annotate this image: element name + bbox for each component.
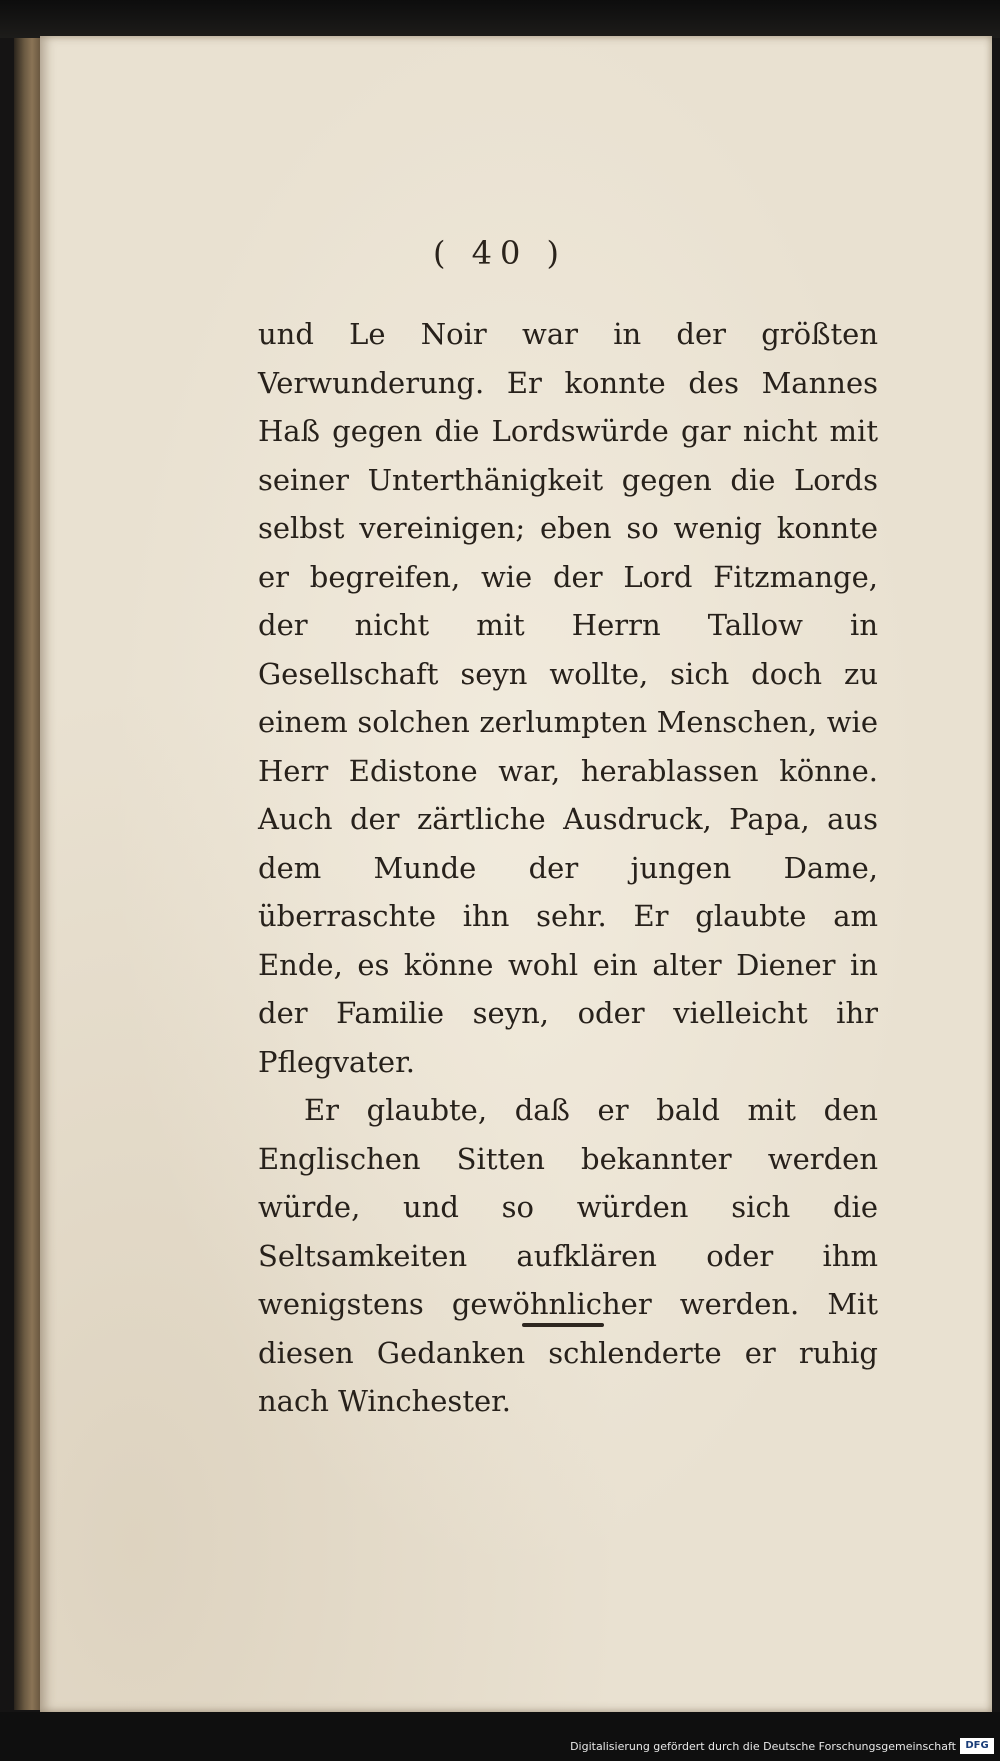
paragraph-2: Er glaubte, daß er bald mit den Englischen Sitten bekannter werden würde, und so würden sich die Seltsamkeiten aufklären oder ihm wenigstens gewöhnlicher werden. Mit diesen Gedanken schlenderte er ruhig nach Winchester. [258, 1093, 878, 1418]
dfg-logo: DFG [960, 1738, 994, 1754]
page-number: ( 40 ) [432, 234, 568, 272]
digitization-credit: Digitalisierung gefördert durch die Deutsche Forschungsgemeinschaft [570, 1740, 956, 1753]
paragraph-1: und Le Noir war in der größten Verwunderung. Er konnte des Mannes Haß gegen die Lordswürde gar nicht mit seiner Unterthänigkeit gegen die Lords selbst vereinigen; eben so wenig konnte er begreifen, wie der Lord Fitzmange, der nicht mit Herrn Tallow in Gesellschaft seyn wollte, sich doch zu einem solchen zerlumpten Menschen, wie Herr Edistone war, herablassen könne. Auch der zärtliche Ausdruck, Papa, aus dem Munde der jungen Dame, überraschte ihn sehr. Er glaubte am Ende, es könne wohl ein alter Diener in der Familie seyn, oder vielleicht ihr Pflegvater. [258, 317, 878, 1079]
chapter-end-rule [522, 1323, 604, 1327]
scanner-top-border [0, 0, 1000, 38]
page-body-text [258, 310, 878, 1426]
scanner-bottom-border [0, 1712, 1000, 1761]
